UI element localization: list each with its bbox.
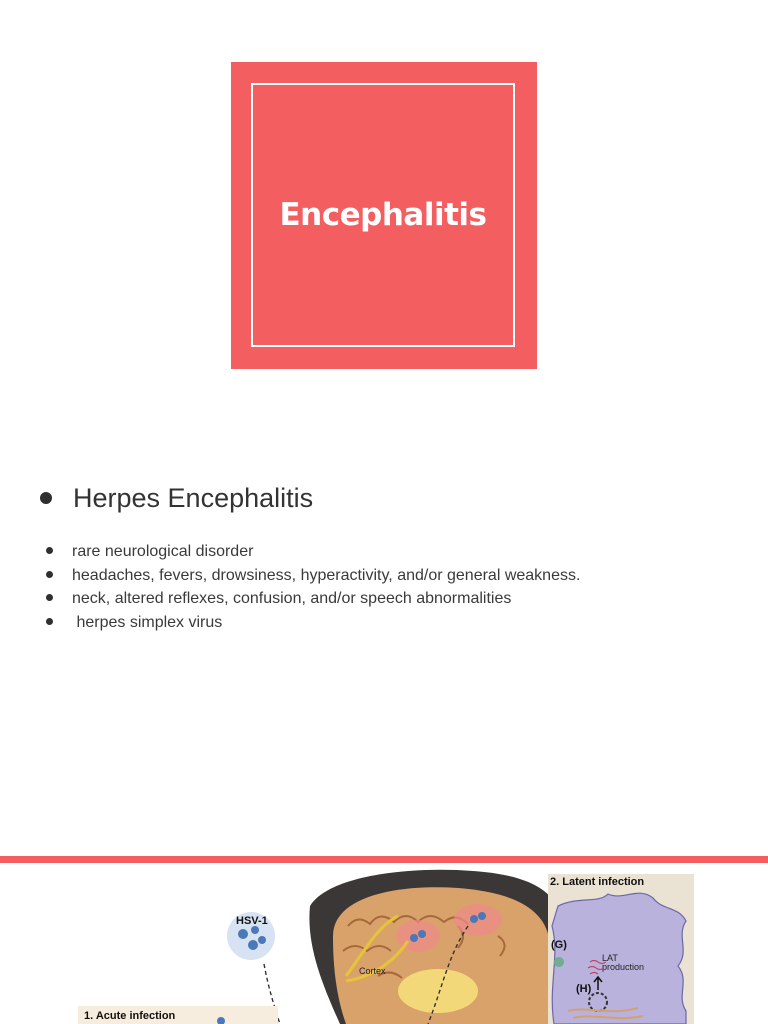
virus-particle — [238, 929, 248, 939]
bullet-text: neck, altered reflexes, confusion, and/or speech abnormalities — [72, 590, 512, 607]
figure-illustration — [78, 866, 694, 1024]
virus-particle — [251, 926, 259, 934]
hsv-infection-figure — [78, 866, 694, 1024]
bullet-item — [46, 612, 580, 636]
latent-label: 2. Latent infection — [550, 876, 645, 888]
virus-particle — [470, 915, 478, 923]
bullet-list — [46, 541, 580, 635]
bullet-text: herpes simplex virus — [72, 613, 223, 631]
title-frame — [251, 83, 515, 347]
slide-title: Encephalitis — [279, 197, 487, 233]
section-divider — [0, 856, 768, 863]
heading-bullet — [40, 492, 52, 504]
brainstem-glow — [398, 969, 478, 1013]
bullet-dot — [46, 618, 53, 625]
virus-particle — [554, 957, 564, 967]
h-label: (H) — [576, 983, 592, 995]
hsv-label: HSV-1 — [236, 915, 268, 927]
virus-particle — [248, 940, 258, 950]
section-heading — [40, 480, 313, 516]
bullet-text: headaches, fevers, drowsiness, hyperactivity, and/or general weakness. — [72, 566, 581, 584]
bullet-item — [46, 541, 580, 565]
virus-particle — [258, 936, 266, 944]
neuron-cell — [552, 893, 686, 1024]
lat-label: LAT — [602, 953, 618, 963]
bullet-text: rare neurological disorder — [72, 543, 254, 560]
virus-particle — [478, 912, 486, 920]
heading-text: Herpes Encephalitis — [73, 482, 314, 513]
cortex-label: Cortex — [359, 966, 386, 976]
acute-label: 1. Acute infection — [84, 1010, 176, 1022]
bullet-item — [46, 588, 580, 612]
bullet-dot — [46, 571, 53, 578]
bullet-dot — [46, 594, 53, 601]
bullet-item — [46, 565, 580, 589]
virus-particle — [418, 930, 426, 938]
lat-production-label: production — [602, 962, 645, 972]
g-label: (G) — [551, 939, 567, 951]
title-card — [231, 62, 537, 369]
infection-glow — [454, 904, 502, 936]
bullet-dot — [46, 547, 53, 554]
virus-particle — [410, 934, 418, 942]
